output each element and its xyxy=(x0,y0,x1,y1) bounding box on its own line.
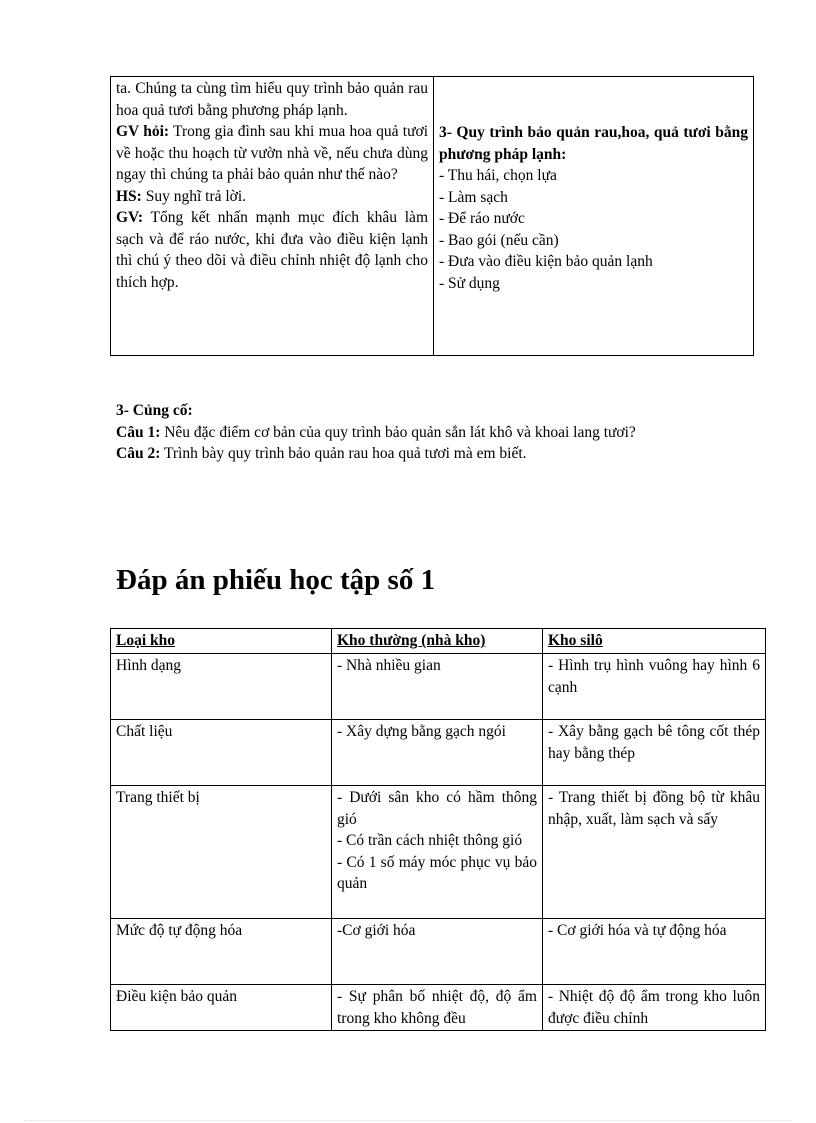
process-step: - Sử dụng xyxy=(439,274,500,292)
table-cell xyxy=(332,919,543,985)
question-1-text: Nêu đặc điểm cơ bản của quy trình bảo quản sắn lát khô và khoai lang tươi? xyxy=(160,423,636,441)
header-cell: Kho silô xyxy=(543,629,766,654)
answer-table xyxy=(110,628,766,1031)
teacher-summary-label: GV: xyxy=(116,209,143,226)
table-row xyxy=(111,786,766,919)
review-section xyxy=(116,400,746,465)
answer-heading: Đáp án phiếu học tập số 1 xyxy=(116,564,436,596)
intro-text: ta. Chúng ta cùng tìm hiểu quy trình bảo quản rau hoa quả tươi bằng phương pháp lạnh. xyxy=(116,80,428,119)
table-row xyxy=(111,654,766,720)
cell-line: - Có trần cách nhiệt thông gió xyxy=(337,832,523,849)
cell-line: - Xây bằng gạch bê tông cốt thép hay bằng thép xyxy=(548,723,760,762)
table-header-row xyxy=(111,629,766,654)
teacher-activity-cell xyxy=(111,77,434,356)
question-2-label: Câu 2: xyxy=(116,445,161,462)
question-1 xyxy=(116,422,746,444)
cell-line: - Cơ giới hóa và tự động hóa xyxy=(548,922,727,939)
cell-line: - Trang thiết bị đồng bộ từ khâu nhập, xuất, làm sạch và sấy xyxy=(548,789,760,828)
process-step: - Làm sạch xyxy=(439,188,508,206)
process-title xyxy=(439,122,748,165)
student-label: HS: xyxy=(116,187,142,205)
table-cell xyxy=(332,985,543,1031)
cell-line: - Sự phân bố nhiệt độ, độ ẩm trong kho không đều xyxy=(337,988,537,1027)
process-step: - Bao gói (nếu cần) xyxy=(439,231,559,249)
row-label-cell: Hình dạng xyxy=(111,654,332,720)
table-row xyxy=(111,919,766,985)
cell-line: - Nhà nhiều gian xyxy=(337,657,441,674)
row-label-cell: Chất liệu xyxy=(111,720,332,786)
teacher-question-text: Trong gia đình sau khi mua hoa quả tươi về hoặc thu hoạch từ vườn nhà về, nếu chưa dùng ngay thì chúng ta phải bảo quản như thế nào? xyxy=(116,123,428,183)
cell-line: - Dưới sân kho có hầm thông gió xyxy=(337,789,537,828)
student-response xyxy=(116,186,428,208)
table-cell xyxy=(543,985,766,1031)
table-cell xyxy=(332,654,543,720)
teacher-question-label: GV hỏi: xyxy=(116,123,170,140)
lesson-row xyxy=(111,77,754,356)
table-cell xyxy=(332,786,543,919)
process-step: - Thu hái, chọn lựa xyxy=(439,167,557,184)
table-cell xyxy=(332,720,543,786)
lesson-table xyxy=(110,76,754,356)
table-cell xyxy=(543,720,766,786)
question-2 xyxy=(116,443,746,465)
question-2-text: Trình bày quy trình bảo quản rau hoa quả tươi mà em biết. xyxy=(160,445,527,462)
teacher-summary xyxy=(116,207,428,293)
student-text: Suy nghĩ trả lời. xyxy=(141,187,247,205)
process-title-text: 3- Quy trình bảo quản rau,hoa, quả tươi bằng phương pháp lạnh: xyxy=(439,124,748,163)
table-row xyxy=(111,985,766,1031)
page-edge-divider xyxy=(24,1120,792,1121)
table-cell xyxy=(543,786,766,919)
review-title-text: 3- Củng cố: xyxy=(116,402,193,419)
row-label-cell: Điều kiện bảo quản xyxy=(111,985,332,1031)
row-label-cell: Trang thiết bị xyxy=(111,786,332,919)
cell-line: - Nhiệt độ độ ẩm trong kho luôn được điều chỉnh xyxy=(548,988,760,1027)
review-title xyxy=(116,400,746,422)
process-step: - Đưa vào điều kiện bảo quản lạnh xyxy=(439,253,653,270)
header-cell: Loại kho xyxy=(111,629,332,654)
cell-line: - Xây dựng bằng gạch ngói xyxy=(337,723,506,740)
header-cell: Kho thường (nhà kho) xyxy=(332,629,543,654)
question-1-label: Câu 1: xyxy=(116,423,161,441)
process-step: - Để ráo nước xyxy=(439,210,525,227)
cell-line: - Có 1 số máy móc phục vụ bảo quản xyxy=(337,853,537,892)
row-label-cell: Mức độ tự động hóa xyxy=(111,919,332,985)
teacher-summary-text: Tổng kết nhấn mạnh mục đích khâu làm sạch và để ráo nước, khi đưa vào điều kiện lạnh thì chú ý theo dõi và điều chỉnh nhiệt độ lạnh cho thích hợp. xyxy=(116,209,428,291)
content-cell xyxy=(434,77,754,356)
teacher-question xyxy=(116,121,428,186)
cell-line: - Hình trụ hình vuông hay hình 6 cạnh xyxy=(548,657,760,696)
table-cell xyxy=(543,654,766,720)
table-row xyxy=(111,720,766,786)
cell-line: -Cơ giới hóa xyxy=(337,922,416,939)
table-cell xyxy=(543,919,766,985)
